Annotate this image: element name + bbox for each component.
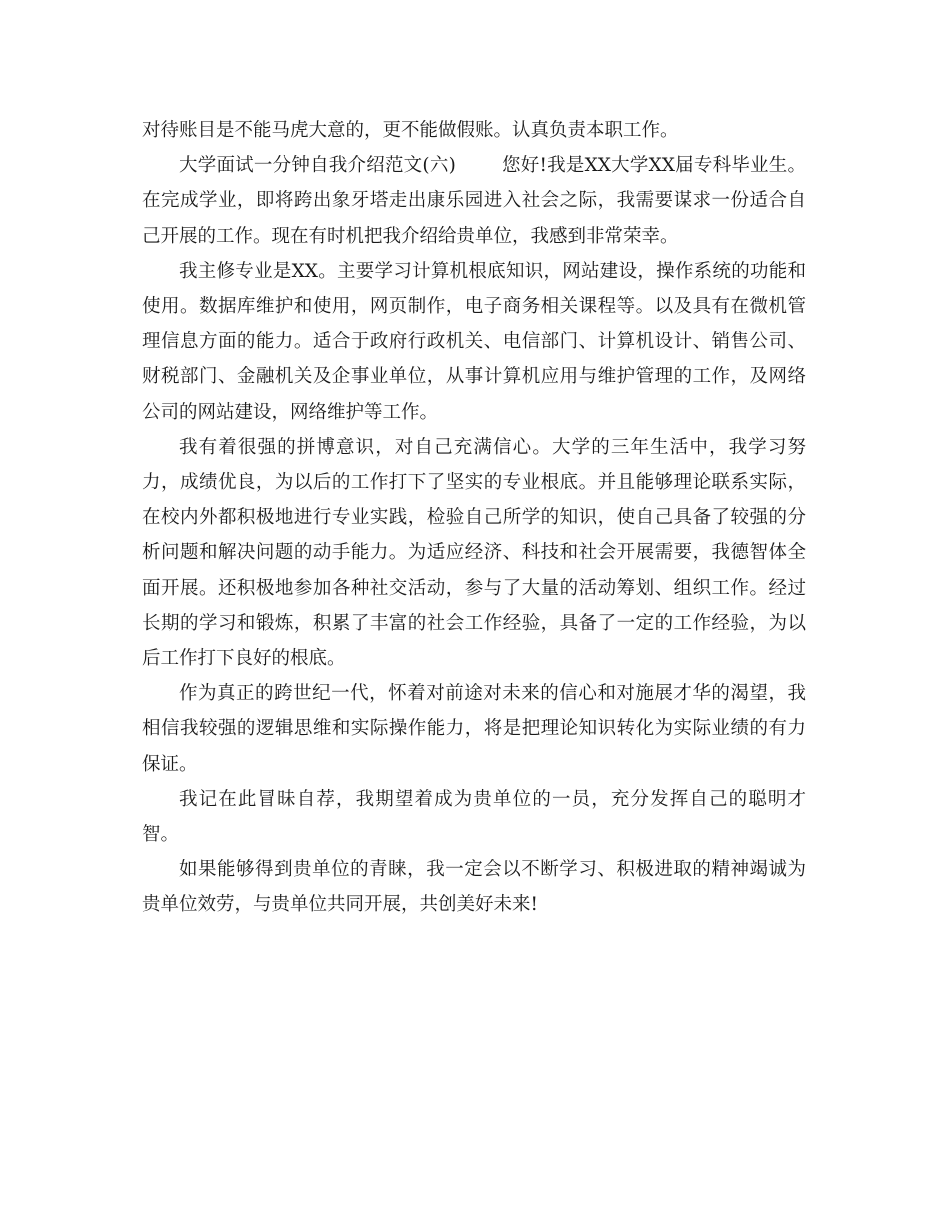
paragraph-major bbox=[142, 254, 806, 430]
paragraph-text: 对待账目是不能马虎大意的，更不能做假账。认真负责本职工作。 bbox=[142, 120, 679, 141]
section-heading: 大学面试一分钟自我介绍范文(六) bbox=[179, 155, 456, 177]
paragraph-strengths bbox=[142, 430, 806, 676]
paragraph-text: 我记在此冒昧自荐，我期望着成为贵单位的一员，充分发挥自己的聪明才智。 bbox=[142, 788, 806, 846]
paragraph-text: 我主修专业是XX。主要学习计算机根底知识，网站建设，操作系统的功能和使用。数据库维护和使用，网页制作，电子商务相关课程等。以及具有在微机管理信息方面的能力。适合于政府行政机关、电信部门、计算机设计、销售公司、财税部门、金融机关及企事业单位，从事计算机应用与维护管理的工作，及网络公司的网站建设，网络维护等工作。 bbox=[142, 260, 806, 423]
paragraph-continuation bbox=[142, 113, 806, 148]
document-body bbox=[142, 113, 806, 923]
paragraph-closing bbox=[142, 852, 806, 922]
paragraph-recommendation bbox=[142, 782, 806, 852]
paragraph-text: 作为真正的跨世纪一代，怀着对前途对未来的信心和对施展才华的渴望，我相信我较强的逻辑思维和实际操作能力，将是把理论知识转化为实际业绩的有力保证。 bbox=[142, 683, 806, 775]
paragraph-text: 如果能够得到贵单位的青睐，我一定会以不断学习、积极进取的精神竭诚为贵单位效劳，与贵单位共同开展，共创美好未来! bbox=[142, 859, 806, 916]
paragraph-text: 您好!我是XX大学XX届专科毕业生。在完成学业，即将跨出象牙塔走出康乐园进入社会之际，我需要谋求一份适合自己开展的工作。现在有时机把我介绍给贵单位，我感到非常荣幸。 bbox=[142, 155, 806, 247]
paragraph-confidence bbox=[142, 676, 806, 782]
paragraph-intro bbox=[142, 148, 806, 254]
paragraph-text: 我有着很强的拼博意识，对自己充满信心。大学的三年生活中，我学习努力，成绩优良，为以后的工作打下了坚实的专业根底。并且能够理论联系实际，在校内外都积极地进行专业实践，检验自己所学的知识，使自己具备了较强的分析问题和解决问题的动手能力。为适应经济、科技和社会开展需要，我德智体全面开展。还积极地参加各种社交活动，参与了大量的活动筹划、组织工作。经过长期的学习和锻炼，积累了丰富的社会工作经验，具备了一定的工作经验，为以后工作打下良好的根底。 bbox=[142, 436, 806, 670]
